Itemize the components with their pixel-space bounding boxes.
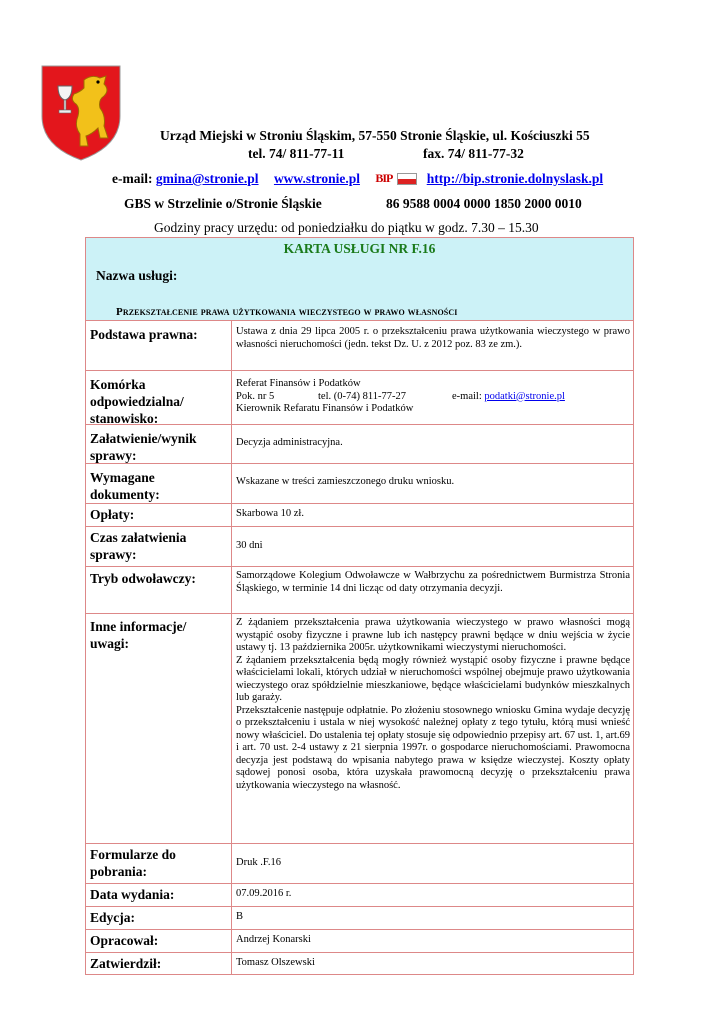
office-fax: fax. 74/ 811-77-32 (423, 146, 524, 161)
row-label: Formularze do pobrania: (86, 843, 232, 883)
unit-contact (236, 391, 630, 404)
row-label: Zatwierdził: (86, 952, 232, 974)
row-forms (86, 843, 633, 884)
bip-link[interactable]: http://bip.stronie.dolnyslask.pl (426, 171, 604, 186)
unit-room: Pok. nr 5 (236, 390, 275, 402)
row-value: Tomasz Olszewski (236, 957, 315, 968)
service-name-row (86, 260, 633, 321)
row-label: Komórka odpowiedzialna/ stanowisko: (86, 370, 232, 424)
info-paragraph: Przekształcenie następuje odpłatnie. Po złożeniu stosownego wniosku Gmina wydaje decyzję o przekształceniu i ustala w niej wysokość należnej opłaty z tego tytułu, którą musi wnieść nowy właściciel. Do ustalenia tej opłaty stosuje się odpowiednio przepisy art. 67 ust. 1, art.69 i art. 70 ust. 2-4 ustawy z 21 sierpnia 1997r. o gospodarce nieruchomościami. Prawomocna decyzja jest podstawą do wpisania nabytego prawa w księdze wieczystej. Koszty opłaty sądowej ponosi osoba, która uzyskała prawomocną decyzję o przekształceniu prawa użytkowania wieczystego na własność. (236, 704, 630, 791)
row-value: Andrzej Konarski (236, 934, 311, 945)
bank-name: GBS w Strzelinie o/Stronie Śląskie (124, 196, 322, 211)
office-contact-line (112, 171, 724, 187)
row-label: Inne informacje/ uwagi: (86, 613, 232, 843)
row-issue-date (86, 883, 633, 907)
row-label: Wymagane dokumenty: (86, 463, 232, 503)
service-name-value: Przekształcenie prawa użytkowania wieczystego w prawo własności (116, 306, 458, 318)
office-address: Urząd Miejski w Stroniu Śląskim, 57-550 Stronie Śląskie, ul. Kościuszki 55 (160, 128, 590, 143)
unit-email-label: e-mail: (452, 390, 482, 402)
row-value: Skarbowa 10 zł. (236, 508, 304, 519)
office-phone: tel. 74/ 811-77-11 (248, 146, 345, 161)
office-email-link[interactable]: gmina@stronie.pl (155, 171, 259, 186)
row-processing-time (86, 526, 633, 567)
row-fees (86, 503, 633, 527)
row-label: Opracował: (86, 929, 232, 952)
row-label: Opłaty: (86, 503, 232, 526)
unit-phone: tel. (0-74) 811-77-27 (318, 390, 406, 402)
coat-of-arms-icon (40, 64, 122, 162)
row-value: Samorządowe Kolegium Odwoławcze w Wałbrzychu za pośrednictwem Burmistrza Stronia Śląskiego, w terminie 14 dni licząc od daty otrzymania decyzji. (236, 570, 630, 594)
unit-head: Kierownik Refaratu Finansów i Podatków (236, 403, 414, 414)
row-prepared-by (86, 929, 633, 953)
service-name-label: Nazwa usługi: (96, 268, 178, 283)
row-value: Ustawa z dnia 29 lipca 2005 r. o przekształceniu prawa użytkowania wieczystego w prawo własności nieruchomości (jedn. tekst Dz. U. z 2012 poz. 83 ze zm.). (236, 326, 630, 350)
bip-logo-icon: BIP (375, 171, 419, 185)
row-value: 30 dni (236, 540, 263, 551)
info-paragraph: Z żądaniem przekształcenia prawa użytkowania wieczystego w prawo własności mogą wystąpić osoby fizyczne i prawne lub ich następcy prawni będące w dniu wejścia w życie ustawy tj. 13 października 2005r. użytkownikami wieczystymi nieruchomości. (236, 617, 630, 653)
row-legal-basis (86, 320, 633, 371)
row-value (236, 613, 630, 792)
forms-download-link[interactable]: Druk .F.16 (236, 857, 281, 868)
unit-name: Referat Finansów i Podatków (236, 378, 361, 389)
row-label: Data wydania: (86, 883, 232, 906)
row-documents (86, 463, 633, 504)
row-label: Podstawa prawna: (86, 320, 232, 370)
row-approved-by (86, 952, 633, 974)
row-appeal (86, 566, 633, 614)
row-value: Wskazane w treści zamieszczonego druku wniosku. (236, 476, 455, 487)
unit-email-link[interactable]: podatki@stronie.pl (484, 390, 565, 402)
website-link[interactable]: www.stronie.pl (273, 171, 360, 186)
row-other-info (86, 613, 633, 844)
row-value: B (236, 911, 244, 922)
row-label: Tryb odwoławczy: (86, 566, 232, 613)
row-label: Załatwienie/wynik sprawy: (86, 424, 232, 463)
row-result (86, 424, 633, 464)
row-label: Edycja: (86, 906, 232, 929)
bank-line (124, 196, 724, 212)
service-card (85, 237, 634, 975)
row-edition (86, 906, 633, 930)
card-title: KARTA USŁUGI NR F.16 (86, 238, 633, 261)
email-label: e-mail: (112, 171, 153, 186)
info-paragraph: Z żądaniem przekształcenia będą mogły również wystąpić osoby fizyczne i prawne będące właścicielami lokali, których udział w nieruchomości wspólnej obejmuje prawo użytkowania wieczystego oraz spółdzielnie mieszkaniowe, będące właścicielami budynków mieszkalnych lub garaży. (236, 654, 630, 703)
row-label: Czas załatwienia sprawy: (86, 526, 232, 566)
bank-account: 86 9588 0004 0000 1850 2000 0010 (386, 196, 582, 211)
row-responsible-unit (86, 370, 633, 425)
office-phone-line (248, 146, 724, 162)
office-hours: Godziny pracy urzędu: od poniedziałku do piątku w godz. 7.30 – 15.30 (154, 220, 539, 235)
row-value: 07.09.2016 r. (236, 888, 292, 899)
row-value: Decyzja administracyjna. (236, 437, 343, 448)
row-value (236, 370, 630, 416)
